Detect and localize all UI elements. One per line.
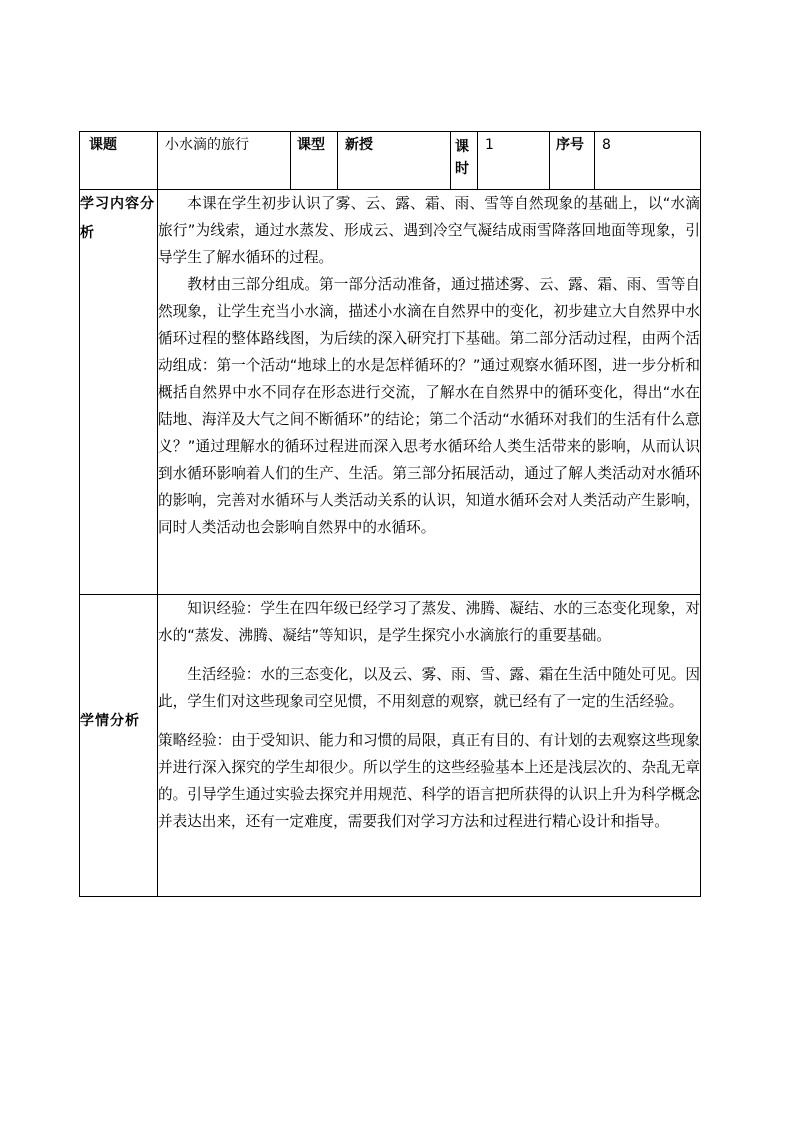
topic-label: 课题 (80, 132, 158, 190)
life-experience-paragraph: 生活经验：水的三态变化，以及云、雾、雨、雪、露、霜在生活中随处可见。因此，学生们对这些现象司空见惯，不用刻意的观察，就已经有了一定的生活经验。 (158, 666, 700, 710)
hours-value: 1 (478, 132, 550, 190)
student-analysis-label: 学情分析 (80, 595, 158, 897)
knowledge-experience-paragraph: 知识经验：学生在四年级已经学习了蒸发、沸腾、凝结、水的三态变化现象，对水的“蒸发、沸腾、凝结”等知识，是学生探究小水滴旅行的重要基础。 (158, 600, 700, 644)
student-analysis-body (158, 595, 701, 897)
header-row (80, 132, 701, 190)
content-analysis-row (80, 190, 701, 595)
hours-label: 课时 (451, 132, 478, 190)
lesson-plan-table (79, 131, 701, 897)
sequence-value: 8 (595, 132, 701, 190)
content-paragraph-1: 本课在学生初步认识了雾、云、露、霜、雨、雪等自然现象的基础上，以“水滴旅行”为线索，通过水蒸发、形成云、遇到冷空气凝结成雨雪降落回地面等现象，引导学生了解水循环的过程。 (158, 195, 700, 266)
strategy-experience-paragraph: 策略经验：由于受知识、能力和习惯的局限，真正有目的、有计划的去观察这些现象并进行深入探究的学生却很少。所以学生的这些经验基本上还是浅层次的、杂乱无章的。引导学生通过实验去探究并用规范、科学的语言把所获得的认识上升为科学概念并表达出来，还有一定难度，需要我们对学习方法和过程进行精心设计和指导。 (158, 732, 700, 830)
content-paragraph-2: 教材由三部分组成。第一部分活动准备，通过描述雾、云、露、霜、雨、雪等自然现象，让学生充当小水滴，描述小水滴在自然界中的变化，初步建立大自然界中水循环过程的整体路线图，为后续的深入研究打下基础。第二部分活动过程，由两个活动组成：第一个活动“地球上的水是怎样循环的？”通过观察水循环图，进一步分析和概括自然界中水不同存在形态进行交流，了解水在自然界中的循环变化，得出“水在陆地、海洋及大气之间不断循环”的结论；第二个活动“水循环对我们的生活有什么意义？”通过理解水的循环过程进而深入思考水循环给人类生活带来的影响，从而认识到水循环影响着人们的生产、生活。第三部分拓展活动，通过了解人类活动对水循环的影响，完善对水循环与人类活动关系的认识，知道水循环会对人类活动产生影响，同时人类活动也会影响自然界中的水循环。 (158, 276, 700, 536)
content-analysis-label: 学习内容分析 (80, 190, 158, 595)
topic-value: 小水滴的旅行 (158, 132, 291, 190)
type-value: 新授 (338, 132, 451, 190)
student-analysis-row (80, 595, 701, 897)
content-analysis-body (158, 190, 701, 595)
sequence-label: 序号 (550, 132, 595, 190)
type-label: 课型 (291, 132, 338, 190)
